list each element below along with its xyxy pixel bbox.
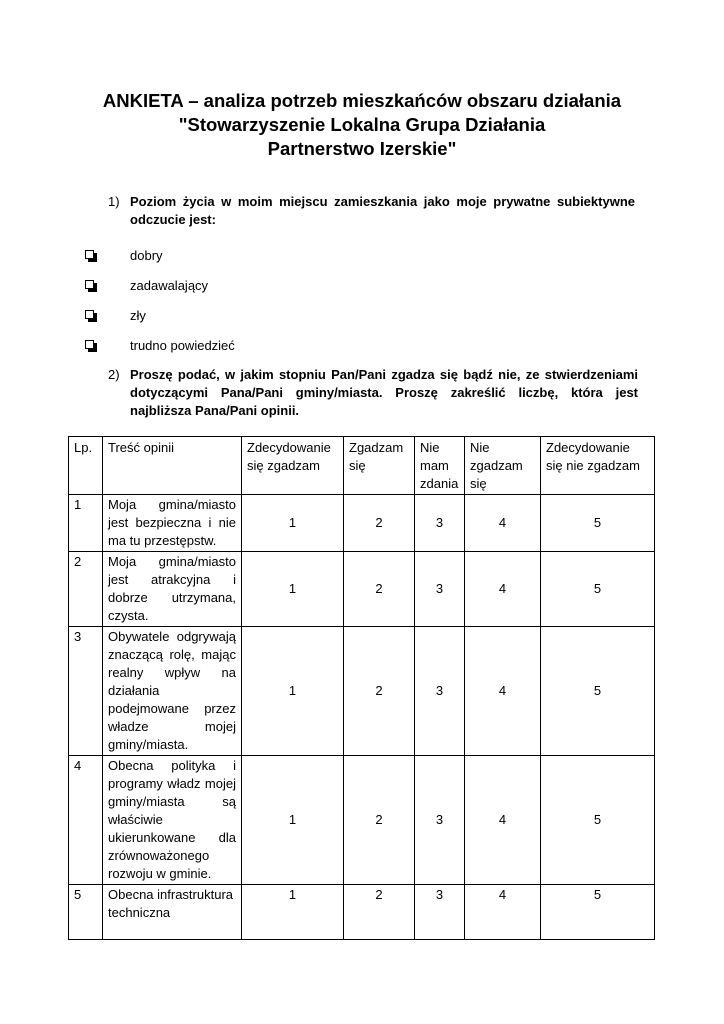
score-option[interactable]: 2 xyxy=(344,756,415,885)
checkbox-icon[interactable] xyxy=(85,340,94,349)
title-line-1: ANKIETA – analiza potrzeb mieszkańców obszaru działania xyxy=(102,90,622,111)
row-number: 5 xyxy=(69,885,103,940)
table-row xyxy=(69,756,655,885)
row-number: 3 xyxy=(69,627,103,756)
title-line-3: Partnerstwo Izerskie" xyxy=(267,138,457,159)
question-2-number: 2) xyxy=(108,367,120,382)
question-2-text: Proszę podać, w jakim stopniu Pan/Pani zgadza się bądź nie, ze stwierdzeniami dotyczącymi Pana/Pani gminy/miasta. Proszę zakreślić liczbę, która jest najbliższa Pana/Pani opinii. xyxy=(130,367,638,418)
checkbox-icon[interactable] xyxy=(85,250,94,259)
opinion-text: Moja gmina/miasto jest bezpieczna i nie ma tu przestępstw. xyxy=(103,495,242,552)
score-option[interactable]: 1 xyxy=(242,627,344,756)
opinion-table xyxy=(68,436,655,940)
option-label: trudno powiedzieć xyxy=(130,338,235,353)
document-title xyxy=(60,89,664,161)
score-option[interactable]: 3 xyxy=(415,756,465,885)
score-option[interactable]: 5 xyxy=(541,756,655,885)
score-option[interactable]: 4 xyxy=(465,495,541,552)
score-option[interactable]: 5 xyxy=(541,627,655,756)
table-header-row xyxy=(69,437,655,495)
option-label: dobry xyxy=(130,248,163,263)
checkbox-icon[interactable] xyxy=(85,310,94,319)
score-option[interactable]: 2 xyxy=(344,885,415,940)
option-label: zły xyxy=(130,308,146,323)
score-option[interactable]: 2 xyxy=(344,552,415,627)
opinion-text: Obecna infrastruktura techniczna xyxy=(103,885,242,940)
header-disagree: Nie zgadzam się xyxy=(465,437,541,495)
score-option[interactable]: 1 xyxy=(242,885,344,940)
option-label: zadawalający xyxy=(130,278,209,293)
header-lp: Lp. xyxy=(69,437,103,495)
score-option[interactable]: 5 xyxy=(541,885,655,940)
row-number: 4 xyxy=(69,756,103,885)
opinion-text: Obecna polityka i programy władz mojej gminy/miasta są właściwie ukierunkowane dla zrównoważonego rozwoju w gminie. xyxy=(103,756,242,885)
score-option[interactable]: 5 xyxy=(541,495,655,552)
score-option[interactable]: 4 xyxy=(465,756,541,885)
header-strongly-disagree: Zdecydowanie się nie zgadzam xyxy=(541,437,655,495)
header-no-opinion: Nie mam zdania xyxy=(415,437,465,495)
score-option[interactable]: 5 xyxy=(541,552,655,627)
score-option[interactable]: 3 xyxy=(415,885,465,940)
question-1-text: Poziom życia w moim miejscu zamieszkania jako moje prywatne subiektywne odczucie jest: xyxy=(130,194,635,227)
question-1-number: 1) xyxy=(108,194,120,209)
header-opinion: Treść opinii xyxy=(103,437,242,495)
score-option[interactable]: 2 xyxy=(344,627,415,756)
score-option[interactable]: 4 xyxy=(465,552,541,627)
score-option[interactable]: 1 xyxy=(242,552,344,627)
title-line-2: "Stowarzyszenie Lokalna Grupa Działania xyxy=(178,114,546,135)
score-option[interactable]: 3 xyxy=(415,627,465,756)
table-row xyxy=(69,552,655,627)
score-option[interactable]: 4 xyxy=(465,627,541,756)
checkbox-icon[interactable] xyxy=(85,280,94,289)
header-agree: Zgadzam się xyxy=(344,437,415,495)
score-option[interactable]: 3 xyxy=(415,495,465,552)
row-number: 2 xyxy=(69,552,103,627)
table-row xyxy=(69,495,655,552)
score-option[interactable]: 3 xyxy=(415,552,465,627)
header-strongly-agree: Zdecydowanie się zgadzam xyxy=(242,437,344,495)
score-option[interactable]: 2 xyxy=(344,495,415,552)
opinion-text: Moja gmina/miasto jest atrakcyjna i dobrze utrzymana, czysta. xyxy=(103,552,242,627)
table-row xyxy=(69,627,655,756)
score-option[interactable]: 1 xyxy=(242,756,344,885)
opinion-text: Obywatele odgrywają znaczącą rolę, mając realny wpływ na działania podejmowane przez władze mojej gminy/miasta. xyxy=(103,627,242,756)
table-row xyxy=(69,885,655,940)
row-number: 1 xyxy=(69,495,103,552)
score-option[interactable]: 4 xyxy=(465,885,541,940)
score-option[interactable]: 1 xyxy=(242,495,344,552)
